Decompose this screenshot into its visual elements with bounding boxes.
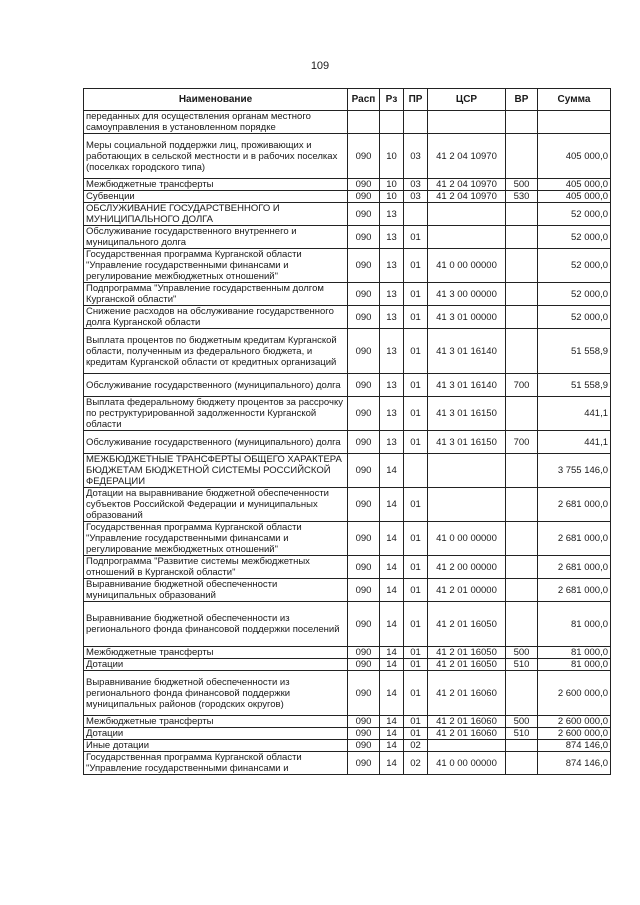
cell-name: Межбюджетные трансферты: [84, 647, 348, 659]
cell-vr: [506, 556, 538, 579]
cell-name: Субвенции: [84, 191, 348, 203]
cell-pr: 01: [404, 329, 428, 374]
table-row: [84, 306, 611, 329]
cell-name: Снижение расходов на обслуживание государственного долга Курганской области: [84, 306, 348, 329]
cell-rz: 14: [380, 671, 404, 716]
cell-rasp: 090: [348, 659, 380, 671]
cell-rasp: 090: [348, 556, 380, 579]
cell-sum: 2 600 000,0: [538, 728, 611, 740]
cell-vr: 530: [506, 191, 538, 203]
cell-csr: 41 0 00 00000: [428, 249, 506, 283]
cell-csr: 41 0 00 00000: [428, 752, 506, 775]
cell-vr: [506, 602, 538, 647]
table-header-row: [84, 89, 611, 111]
cell-vr: 500: [506, 716, 538, 728]
cell-csr: 41 3 01 16150: [428, 397, 506, 431]
cell-rz: 14: [380, 647, 404, 659]
cell-rasp: 090: [348, 602, 380, 647]
cell-csr: 41 3 01 16140: [428, 329, 506, 374]
cell-pr: 01: [404, 522, 428, 556]
header-csr: ЦСР: [428, 89, 506, 111]
cell-name: Дотации на выравнивание бюджетной обеспеченности субъектов Российской Федерации и муниципальных образований: [84, 488, 348, 522]
cell-rasp: 090: [348, 431, 380, 454]
cell-vr: [506, 397, 538, 431]
cell-sum: 2 681 000,0: [538, 556, 611, 579]
table-row: [84, 179, 611, 191]
cell-rasp: 090: [348, 306, 380, 329]
cell-rasp: 090: [348, 203, 380, 226]
table-row: [84, 522, 611, 556]
cell-rz: 13: [380, 431, 404, 454]
cell-vr: [506, 329, 538, 374]
cell-rz: 14: [380, 728, 404, 740]
table-row: [84, 579, 611, 602]
cell-sum: 2 681 000,0: [538, 579, 611, 602]
cell-name: Государственная программа Курганской области "Управление государственными финансами и: [84, 752, 348, 775]
cell-vr: [506, 488, 538, 522]
cell-sum: 81 000,0: [538, 647, 611, 659]
cell-pr: [404, 454, 428, 488]
header-vr: ВР: [506, 89, 538, 111]
cell-rz: 14: [380, 579, 404, 602]
cell-name: Дотации: [84, 728, 348, 740]
cell-name: Межбюджетные трансферты: [84, 716, 348, 728]
table-row: [84, 602, 611, 647]
cell-rz: 13: [380, 397, 404, 431]
cell-rz: [380, 111, 404, 134]
cell-sum: 52 000,0: [538, 249, 611, 283]
table-row: [84, 249, 611, 283]
cell-rasp: [348, 111, 380, 134]
cell-vr: [506, 454, 538, 488]
cell-name: Иные дотации: [84, 740, 348, 752]
cell-rasp: 090: [348, 647, 380, 659]
cell-csr: 41 2 04 10970: [428, 179, 506, 191]
table-row: [84, 647, 611, 659]
cell-vr: 700: [506, 374, 538, 397]
cell-sum: 2 681 000,0: [538, 488, 611, 522]
cell-sum: 405 000,0: [538, 191, 611, 203]
cell-sum: 52 000,0: [538, 283, 611, 306]
cell-pr: 01: [404, 226, 428, 249]
cell-csr: 41 3 01 16150: [428, 431, 506, 454]
cell-vr: [506, 249, 538, 283]
cell-vr: [506, 203, 538, 226]
cell-sum: 81 000,0: [538, 659, 611, 671]
cell-sum: 441,1: [538, 431, 611, 454]
cell-pr: 03: [404, 134, 428, 179]
cell-pr: 01: [404, 556, 428, 579]
cell-pr: 01: [404, 306, 428, 329]
cell-sum: 2 600 000,0: [538, 671, 611, 716]
header-rz: Рз: [380, 89, 404, 111]
cell-pr: 03: [404, 191, 428, 203]
cell-name: Дотации: [84, 659, 348, 671]
cell-name: переданных для осуществления органам местного самоуправления в установленном порядке: [84, 111, 348, 134]
cell-name: Выплата процентов по бюджетным кредитам Курганской области, полученным из федерального бюджета, и кредитам Курганской области от кредитных организаций: [84, 329, 348, 374]
cell-csr: 41 2 01 16060: [428, 671, 506, 716]
cell-sum: 52 000,0: [538, 203, 611, 226]
cell-rasp: 090: [348, 179, 380, 191]
table-body: [84, 111, 611, 775]
cell-pr: 01: [404, 671, 428, 716]
cell-rz: 13: [380, 374, 404, 397]
cell-csr: [428, 740, 506, 752]
table-row: [84, 556, 611, 579]
cell-sum: 874 146,0: [538, 740, 611, 752]
cell-pr: 01: [404, 283, 428, 306]
cell-pr: 02: [404, 752, 428, 775]
cell-csr: 41 2 04 10970: [428, 134, 506, 179]
table-row: [84, 191, 611, 203]
cell-rasp: 090: [348, 374, 380, 397]
cell-csr: 41 2 01 00000: [428, 579, 506, 602]
table-row: [84, 431, 611, 454]
cell-rz: 14: [380, 522, 404, 556]
cell-pr: 01: [404, 602, 428, 647]
header-sum: Сумма: [538, 89, 611, 111]
cell-name: Подпрограмма "Управление государственным долгом Курганской области": [84, 283, 348, 306]
cell-csr: 41 2 01 16050: [428, 647, 506, 659]
cell-rz: 13: [380, 283, 404, 306]
cell-vr: 510: [506, 728, 538, 740]
table-row: [84, 728, 611, 740]
cell-sum: 51 558,9: [538, 374, 611, 397]
cell-rz: 14: [380, 488, 404, 522]
cell-sum: 405 000,0: [538, 134, 611, 179]
cell-csr: 41 2 01 16050: [428, 602, 506, 647]
cell-sum: 3 755 146,0: [538, 454, 611, 488]
cell-csr: 41 3 00 00000: [428, 283, 506, 306]
cell-pr: [404, 203, 428, 226]
cell-csr: [428, 226, 506, 249]
cell-pr: 01: [404, 249, 428, 283]
cell-rasp: 090: [348, 740, 380, 752]
cell-rz: 14: [380, 752, 404, 775]
table-row: [84, 111, 611, 134]
cell-rasp: 090: [348, 454, 380, 488]
cell-rasp: 090: [348, 134, 380, 179]
cell-vr: 510: [506, 659, 538, 671]
cell-name: Государственная программа Курганской области "Управление государственными финансами и регулирование межбюджетных отношений": [84, 249, 348, 283]
cell-csr: [428, 488, 506, 522]
cell-pr: 02: [404, 740, 428, 752]
cell-rasp: 090: [348, 728, 380, 740]
cell-sum: 405 000,0: [538, 179, 611, 191]
cell-rz: 14: [380, 602, 404, 647]
cell-rasp: 090: [348, 397, 380, 431]
cell-rasp: 090: [348, 283, 380, 306]
cell-name: Подпрограмма "Развитие системы межбюджетных отношений в Курганской области": [84, 556, 348, 579]
cell-pr: 01: [404, 728, 428, 740]
cell-csr: [428, 454, 506, 488]
cell-sum: 52 000,0: [538, 226, 611, 249]
cell-name: Обслуживание государственного (муниципального) долга: [84, 374, 348, 397]
cell-pr: 01: [404, 397, 428, 431]
cell-pr: 01: [404, 659, 428, 671]
cell-vr: [506, 226, 538, 249]
cell-vr: [506, 740, 538, 752]
cell-pr: 01: [404, 488, 428, 522]
cell-rz: 14: [380, 454, 404, 488]
cell-sum: 81 000,0: [538, 602, 611, 647]
cell-sum: 874 146,0: [538, 752, 611, 775]
cell-name: Государственная программа Курганской области "Управление государственными финансами и регулирование межбюджетных отношений": [84, 522, 348, 556]
cell-rasp: 090: [348, 716, 380, 728]
cell-vr: [506, 671, 538, 716]
header-pr: ПР: [404, 89, 428, 111]
cell-sum: 2 681 000,0: [538, 522, 611, 556]
table-row: [84, 488, 611, 522]
table-row: [84, 203, 611, 226]
cell-rz: 14: [380, 740, 404, 752]
cell-rasp: 090: [348, 522, 380, 556]
cell-name: Обслуживание государственного (муниципального) долга: [84, 431, 348, 454]
budget-table: [83, 88, 611, 775]
cell-rz: 13: [380, 203, 404, 226]
header-name: Наименование: [84, 89, 348, 111]
cell-vr: [506, 134, 538, 179]
table-row: [84, 659, 611, 671]
cell-name: Обслуживание государственного внутреннего и муниципального долга: [84, 226, 348, 249]
cell-csr: 41 2 01 16060: [428, 716, 506, 728]
cell-name: Выплата федеральному бюджету процентов за рассрочку по реструктурированной задолженности Курганской области: [84, 397, 348, 431]
cell-vr: [506, 522, 538, 556]
cell-rz: 13: [380, 306, 404, 329]
cell-pr: 01: [404, 579, 428, 602]
cell-vr: 500: [506, 179, 538, 191]
cell-rz: 14: [380, 716, 404, 728]
cell-name: Меры социальной поддержки лиц, проживающих и работающих в сельской местности и в рабочих поселках (поселках городского типа): [84, 134, 348, 179]
page-number: 109: [310, 60, 330, 72]
cell-vr: [506, 752, 538, 775]
cell-csr: 41 3 01 00000: [428, 306, 506, 329]
cell-vr: 700: [506, 431, 538, 454]
cell-rasp: 090: [348, 226, 380, 249]
cell-rasp: 090: [348, 671, 380, 716]
cell-rz: 14: [380, 556, 404, 579]
cell-rz: 10: [380, 191, 404, 203]
table-row: [84, 716, 611, 728]
table-row: [84, 329, 611, 374]
cell-vr: [506, 111, 538, 134]
cell-sum: 52 000,0: [538, 306, 611, 329]
cell-rasp: 090: [348, 579, 380, 602]
cell-vr: [506, 579, 538, 602]
cell-rasp: 090: [348, 191, 380, 203]
cell-name: МЕЖБЮДЖЕТНЫЕ ТРАНСФЕРТЫ ОБЩЕГО ХАРАКТЕРА БЮДЖЕТАМ БЮДЖЕТНОЙ СИСТЕМЫ РОССИЙСКОЙ ФЕДЕРАЦИИ: [84, 454, 348, 488]
cell-pr: 03: [404, 179, 428, 191]
table-row: [84, 752, 611, 775]
cell-rasp: 090: [348, 752, 380, 775]
cell-vr: 500: [506, 647, 538, 659]
cell-pr: [404, 111, 428, 134]
cell-rz: 10: [380, 134, 404, 179]
cell-pr: 01: [404, 716, 428, 728]
cell-csr: 41 0 00 00000: [428, 522, 506, 556]
cell-pr: 01: [404, 431, 428, 454]
cell-sum: 2 600 000,0: [538, 716, 611, 728]
cell-pr: 01: [404, 647, 428, 659]
cell-sum: 441,1: [538, 397, 611, 431]
header-rasp: Расп: [348, 89, 380, 111]
cell-csr: [428, 203, 506, 226]
cell-vr: [506, 306, 538, 329]
cell-csr: 41 2 01 16050: [428, 659, 506, 671]
cell-rz: 14: [380, 659, 404, 671]
cell-sum: [538, 111, 611, 134]
cell-rz: 10: [380, 179, 404, 191]
cell-csr: 41 2 01 16060: [428, 728, 506, 740]
table-row: [84, 397, 611, 431]
table-row: [84, 374, 611, 397]
cell-name: Выравнивание бюджетной обеспеченности муниципальных образований: [84, 579, 348, 602]
table-row: [84, 283, 611, 306]
cell-sum: 51 558,9: [538, 329, 611, 374]
cell-rasp: 090: [348, 329, 380, 374]
cell-name: Межбюджетные трансферты: [84, 179, 348, 191]
cell-rasp: 090: [348, 249, 380, 283]
cell-rasp: 090: [348, 488, 380, 522]
table-row: [84, 226, 611, 249]
cell-rz: 13: [380, 226, 404, 249]
cell-name: Выравнивание бюджетной обеспеченности из регионального фонда финансовой поддержки поселений: [84, 602, 348, 647]
table-row: [84, 454, 611, 488]
cell-csr: 41 3 01 16140: [428, 374, 506, 397]
cell-name: Выравнивание бюджетной обеспеченности из регионального фонда финансовой поддержки муниципальных районов (городских округов): [84, 671, 348, 716]
cell-rz: 13: [380, 329, 404, 374]
cell-vr: [506, 283, 538, 306]
table-row: [84, 134, 611, 179]
cell-rz: 13: [380, 249, 404, 283]
cell-csr: [428, 111, 506, 134]
table-row: [84, 671, 611, 716]
cell-pr: 01: [404, 374, 428, 397]
cell-name: ОБСЛУЖИВАНИЕ ГОСУДАРСТВЕННОГО И МУНИЦИПАЛЬНОГО ДОЛГА: [84, 203, 348, 226]
cell-csr: 41 2 04 10970: [428, 191, 506, 203]
cell-csr: 41 2 00 00000: [428, 556, 506, 579]
table-row: [84, 740, 611, 752]
